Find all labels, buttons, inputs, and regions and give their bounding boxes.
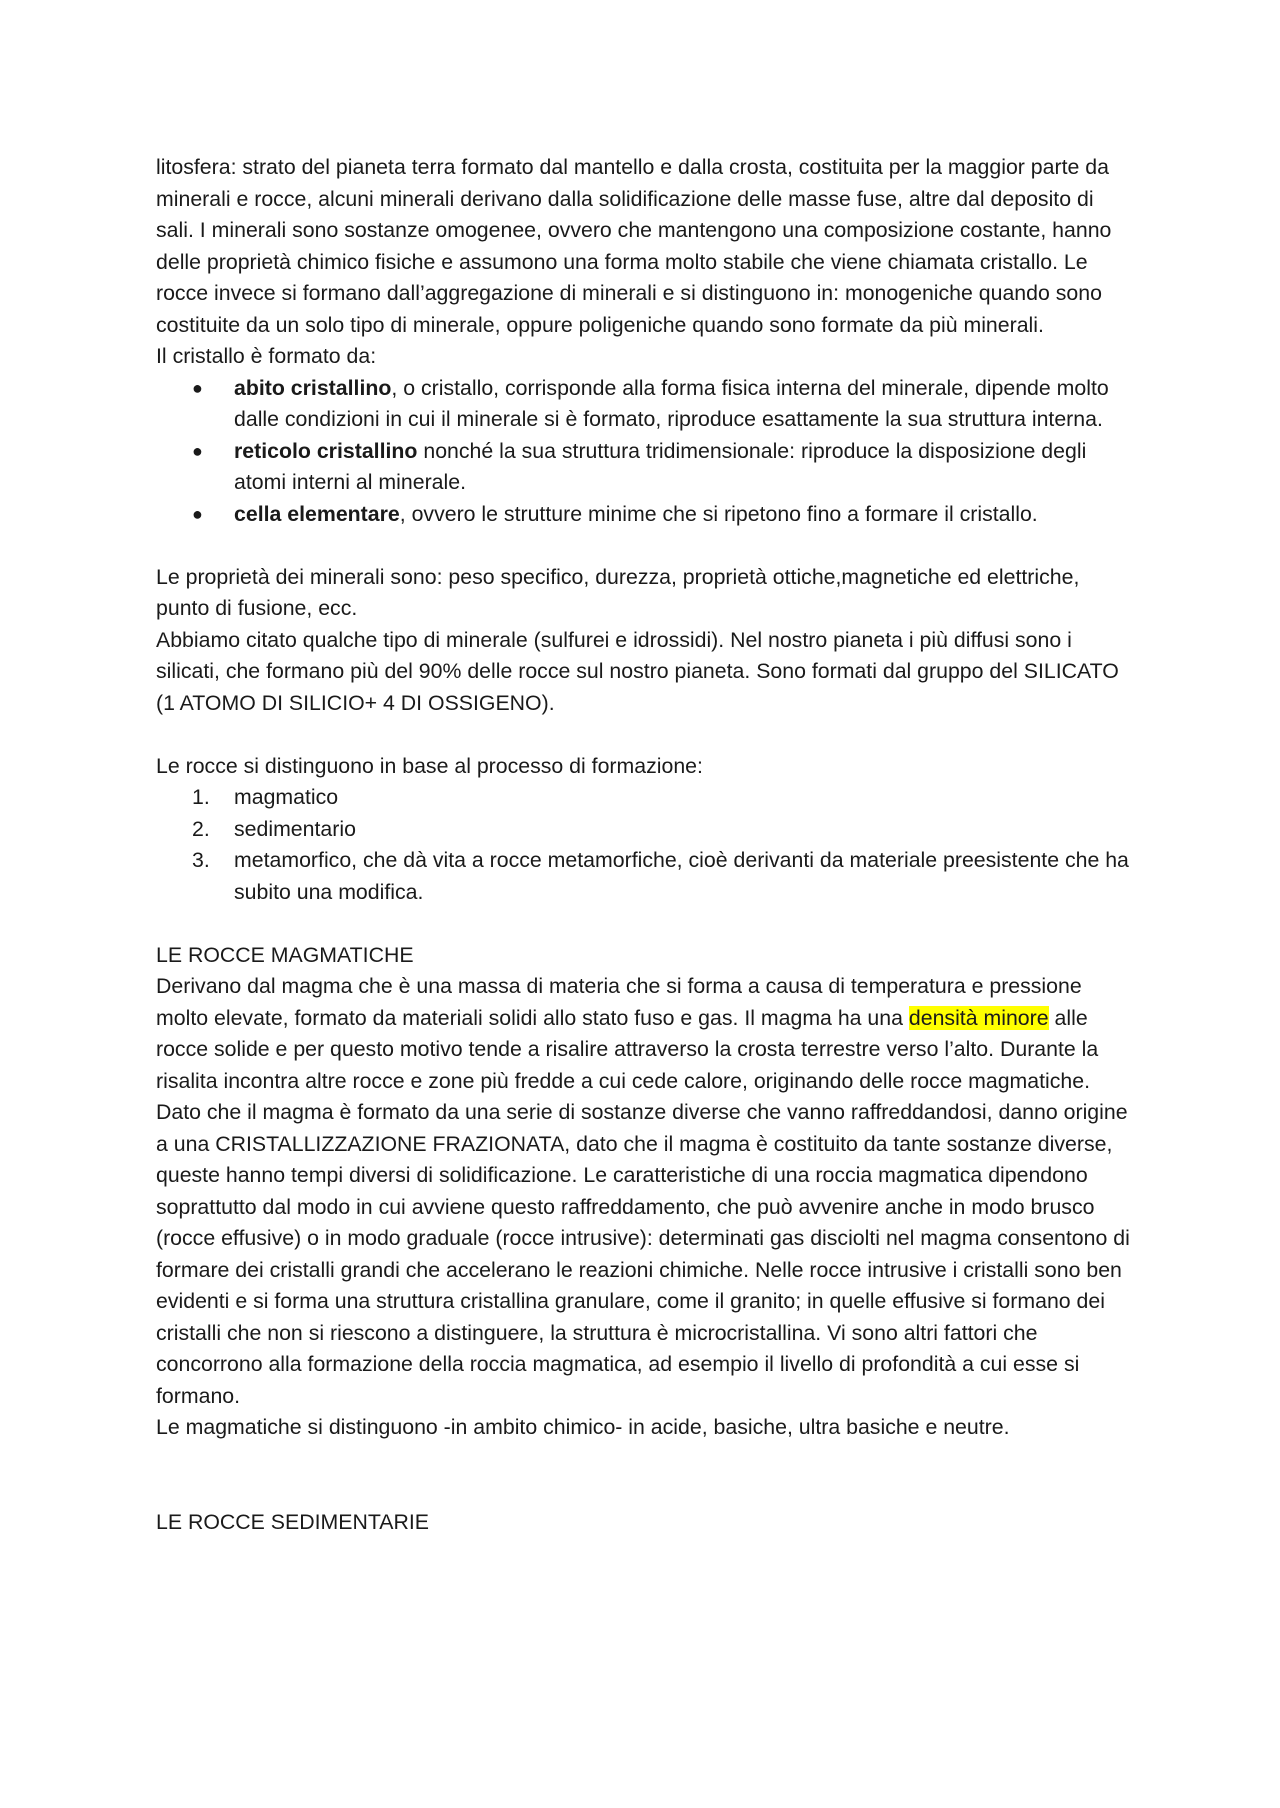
cristallo-intro: Il cristallo è formato da: (156, 344, 377, 368)
magmatiche-text-end: alle rocce solide e per questo motivo tende a risalire attraverso la crosta terrestre verso l’alto. Durante la risalita incontra altre rocce e zone più fredde a cui cede calore, originando delle rocce magmatiche. Dato che il magma è formato da una serie di sostanze diverse che vanno raffreddandosi, danno origine a una CRISTALLIZZAZIONE FRAZIONATA, dato che il magma è costituito da tante sostanze diverse, queste hanno tempi diversi di solidificazione. Le caratteristiche di una roccia magmatica dipendono soprattutto dal modo in cui avviene questo raffreddamento, che può avvenire anche in modo brusco (rocce effusive) o in modo graduale (rocce intrusive): determinati gas disciolti nel magma consentono di formare dei cristalli grandi che accelerano le reazioni chimiche. Nelle rocce intrusive i cristalli sono ben evidenti e si forma una struttura cristallina granulare, come il granito; in quelle effusive si formano dei cristalli che non si riescono a distinguere, la struttura è microcristallina. Vi sono altri fattori che concorrono alla formazione della roccia magmatica, ad esempio il livello di profondità a cui esse si formano. (156, 1005, 1130, 1408)
term: reticolo cristallino (234, 438, 418, 463)
bullet-icon: ● (192, 503, 203, 524)
list-item (156, 499, 1136, 531)
list-number: 3. (192, 848, 210, 872)
paragraph-magmatiche (156, 971, 1136, 1412)
list-item (156, 373, 1136, 436)
paragraph-chimico: Le magmatiche si distinguono -in ambito chimico- in acide, basiche, ultra basiche e neutre. (156, 1415, 1010, 1439)
paragraph-proprieta: Le proprietà dei minerali sono: peso specifico, durezza, proprietà ottiche,magnetiche ed elettriche, punto di fusione, ecc. (156, 564, 1080, 620)
list-item (156, 814, 1136, 846)
list-number: 1. (192, 785, 210, 809)
blank-line (156, 530, 1136, 562)
blank-line (156, 719, 1136, 751)
term: cella elementare (234, 501, 400, 526)
magmatiche-text-start: Derivano dal magma che è una massa di materia che si forma a causa di temperatura e pressione molto elevate, formato da materiali solidi allo stato fuso e gas. Il magma ha una (156, 974, 1082, 1030)
list-item (156, 782, 1136, 814)
highlighted-text: densità minore (908, 1005, 1049, 1030)
list-text: magmatico (234, 785, 339, 809)
rocce-intro: Le rocce si distinguono in base al processo di formazione: (156, 753, 703, 778)
heading-sedimentarie: LE ROCCE SEDIMENTARIE (156, 1509, 429, 1534)
list-item (156, 845, 1136, 908)
paragraph-litosfera: litosfera: strato del pianeta terra formato dal mantello e dalla crosta, costituita per la maggior parte da minerali e rocce, alcuni minerali derivano dalla solidificazione delle masse fuse, altre dal deposito di sali. I minerali sono sostanze omogenee, ovvero che mantengono una composizione costante, hanno delle proprietà chimico fisiche e assumono una forma molto stabile che viene chiamata cristallo. Le rocce invece si formano dall’aggregazione di minerali e si distinguono in: monogeniche quando sono costituite da un solo tipo di minerale, oppure poligeniche quando sono formate da più minerali. (156, 155, 1112, 337)
list-number: 2. (192, 816, 210, 841)
paragraph-silicati: Abbiamo citato qualche tipo di minerale (sulfurei e idrossidi). Nel nostro pianeta i più diffusi sono i silicati, che formano più del 90% delle rocce sul nostro pianeta. Sono formati dal gruppo del SILICATO (1 ATOMO DI SILICIO+ 4 DI OSSIGENO). (156, 627, 1119, 715)
list-item (156, 436, 1136, 499)
process-list (156, 782, 1136, 908)
term: abito cristallino (234, 375, 392, 400)
blank-line (156, 1444, 1136, 1476)
blank-line (156, 908, 1136, 940)
definition: , o cristallo, corrisponde alla forma fisica interna del minerale, dipende molto dalle condizioni in cui il minerale si è formato, riproduce esattamente la sua struttura interna. (234, 375, 1109, 431)
list-text: sedimentario (234, 816, 356, 841)
list-text: metamorfico, che dà vita a rocce metamorfiche, cioè derivanti da materiale preesistente che ha subito una modifica. (234, 848, 1129, 904)
blank-line (156, 1475, 1136, 1507)
definition: nonché la sua struttura tridimensionale: riproduce la disposizione degli atomi interni al minerale. (234, 438, 1087, 494)
bullet-icon: ● (192, 440, 203, 461)
crystal-list (156, 373, 1136, 531)
bullet-icon: ● (192, 377, 203, 398)
definition: , ovvero le strutture minime che si ripetono fino a formare il cristallo. (399, 501, 1038, 526)
document-page (156, 152, 1136, 1538)
heading-magmatiche: LE ROCCE MAGMATICHE (156, 942, 414, 967)
